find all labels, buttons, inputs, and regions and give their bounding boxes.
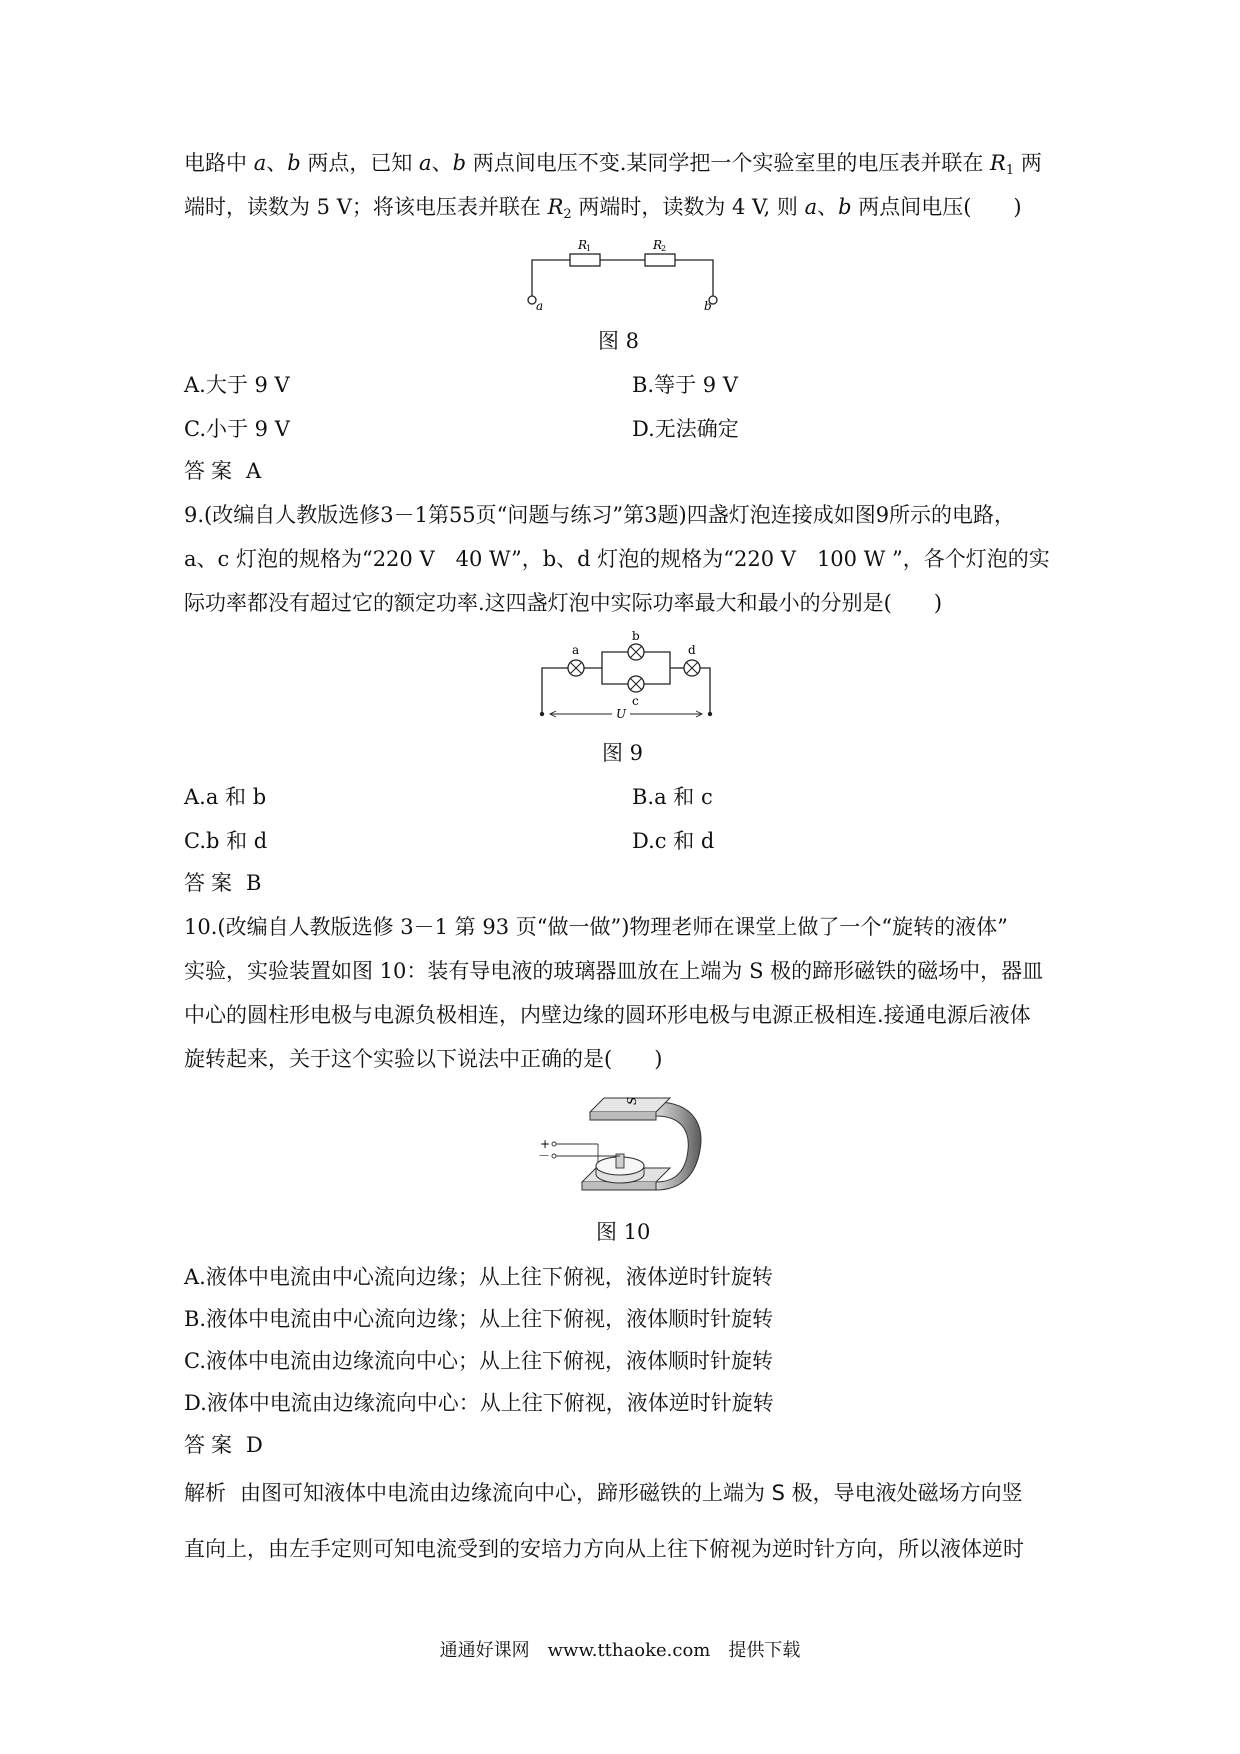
q10-stem-line-3: 中心的圆柱形电极与电源负极相连，内壁边缘的圆环形电极与电源正极相连.接通电源后液体 — [184, 1003, 1031, 1027]
q8-option-a[interactable]: A.大于 9 V — [184, 373, 290, 397]
wire-branch-top-right — [644, 652, 670, 668]
q10-analysis-line-2: 直向上，由左手定则可知电流受到的安培力方向从上往下俯视为逆时针方向，所以液体逆时 — [184, 1537, 1024, 1561]
q10-answer — [184, 1430, 263, 1460]
terminal-right — [708, 712, 712, 716]
answer-label: 答案 — [184, 1433, 238, 1457]
label-a: a — [536, 299, 544, 312]
analysis-label: 解析 — [184, 1481, 226, 1505]
figure-10-caption: 图 10 — [596, 1220, 651, 1244]
label-r2: R — [653, 238, 663, 252]
wire-right — [675, 260, 713, 296]
q10-option-d[interactable]: D.液体中电流由边缘流向中心：从上往下俯视，液体逆时针旋转 — [184, 1391, 774, 1415]
resistor-r1 — [570, 254, 600, 266]
q9-option-b[interactable]: B.a 和 c — [632, 785, 713, 809]
label-r1-sub: 1 — [586, 244, 592, 253]
wire-branch-top — [602, 652, 628, 668]
q8-answer — [184, 456, 261, 486]
figure-9-caption: 图 9 — [602, 741, 644, 765]
pole-label-s: S — [625, 1096, 639, 1105]
answer-value: D — [246, 1433, 263, 1457]
figure-10-magnet-apparatus — [536, 1084, 716, 1210]
wire-branch-bottom-right — [644, 668, 670, 684]
q8-stem-line-2: 端时，读数为 5 V；将该电压表并联在 $R_2$ 两端时，读数为 4 V, 则 a、b 两点间电压( ) — [184, 195, 1022, 222]
q9-answer — [184, 868, 261, 898]
page-footer: 通通好课网 www.tthaoke.com 提供下载 — [439, 1640, 801, 1661]
q9-option-a[interactable]: A.a 和 b — [184, 785, 267, 809]
magnet-curve — [656, 1102, 701, 1190]
resistor-r2 — [645, 254, 675, 266]
q9-option-d[interactable]: D.c 和 d — [632, 829, 715, 853]
terminal-a — [528, 296, 536, 304]
label-voltage: U — [616, 707, 627, 721]
q8-stem-line-1: 电路中 a、b 两点，已知 a、b 两点间电压不变.某同学把一个实验室里的电压表并联在 $R_1$ 两 — [184, 151, 1042, 178]
label-plus: + — [540, 1137, 551, 1151]
wire-left — [532, 260, 570, 296]
answer-value: B — [246, 871, 262, 895]
q9-stem-line-3: 际功率都没有超过它的额定功率.这四盏灯泡中实际功率最大和最小的分别是( ) — [184, 591, 943, 615]
label-bulb-b: b — [632, 629, 640, 643]
q9-option-c[interactable]: C.b 和 d — [184, 829, 268, 853]
figure-8-caption: 图 8 — [598, 329, 640, 353]
q10-analysis-line-1: 解析 由图可知液体中电流由边缘流向中心，蹄形磁铁的上端为 S 极，导电液处磁场方向竖 — [184, 1481, 1023, 1505]
answer-label: 答案 — [184, 459, 238, 483]
wire-right — [700, 668, 710, 712]
q9-stem-line-1: 9.(改编自人教版选修3－1第55页“问题与练习”第3题)四盏灯泡连接成如图9所示的电路， — [184, 503, 1016, 527]
figure-8-circuit — [520, 232, 730, 312]
figure-9-circuit — [532, 628, 720, 724]
label-bulb-a: a — [572, 643, 580, 657]
label-b: b — [704, 299, 712, 312]
label-minus: － — [538, 1149, 551, 1163]
q8-option-b[interactable]: B.等于 9 V — [632, 373, 738, 397]
answer-label: 答案 — [184, 871, 238, 895]
wire-branch-bottom — [602, 668, 628, 684]
q10-stem-line-4: 旋转起来，关于这个实验以下说法中正确的是( ) — [184, 1047, 663, 1071]
label-r2-sub: 2 — [661, 244, 667, 253]
answer-value: A — [246, 459, 262, 483]
label-bulb-d: d — [688, 643, 696, 657]
label-bulb-c: c — [632, 694, 639, 708]
q8-option-d[interactable]: D.无法确定 — [632, 417, 739, 441]
q10-option-b[interactable]: B.液体中电流由中心流向边缘；从上往下俯视，液体顺时针旋转 — [184, 1307, 774, 1331]
wire-left — [542, 668, 568, 712]
q10-stem-line-1: 10.(改编自人教版选修 3－1 第 93 页“做一做”)物理老师在课堂上做了一个“旋转的液体” — [184, 915, 1008, 939]
q10-stem-line-2: 实验，实验装置如图 10：装有导电液的玻璃器皿放在上端为 S 极的蹄形磁铁的磁场中，器皿 — [184, 959, 1044, 983]
q9-stem-line-2: a、c 灯泡的规格为“220 V 40 W”，b、d 灯泡的规格为“220 V 100 W ”，各个灯泡的实 — [184, 547, 1050, 571]
q8-option-c[interactable]: C.小于 9 V — [184, 417, 290, 441]
label-r1: R — [578, 238, 588, 252]
q10-option-c[interactable]: C.液体中电流由边缘流向中心；从上往下俯视，液体顺时针旋转 — [184, 1349, 773, 1373]
q10-option-a[interactable]: A.液体中电流由中心流向边缘；从上往下俯视，液体逆时针旋转 — [184, 1265, 773, 1289]
terminal-left — [540, 712, 544, 716]
